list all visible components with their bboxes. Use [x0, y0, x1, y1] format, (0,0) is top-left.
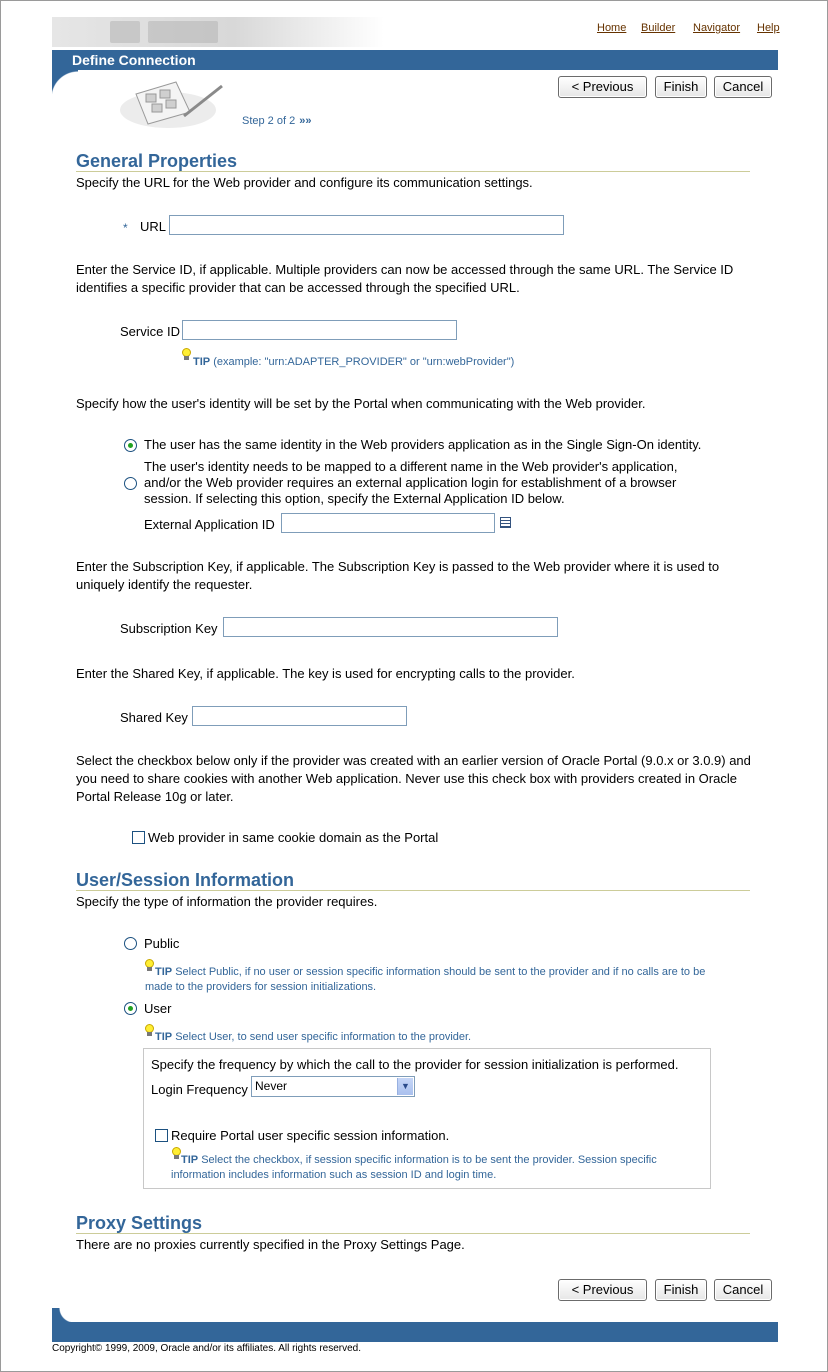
builder-link[interactable]: Builder — [641, 22, 676, 34]
user-tip-text: Select User, to send user specific information to the provider. — [175, 1031, 472, 1043]
session-intro: Specify the type of information the provider requires. — [76, 894, 378, 909]
wizard-illustration-icon — [118, 72, 228, 132]
tip-label: TIP — [155, 966, 173, 978]
footer-bar-curve — [52, 1308, 74, 1322]
user-session-heading: User/Session Information — [76, 870, 750, 891]
shared-intro: Enter the Shared Key, if applicable. The key is used for encrypting calls to the provider. — [76, 666, 575, 681]
tip-label: TIP — [181, 1154, 199, 1166]
shared-key-label: Shared Key — [120, 710, 188, 725]
home-link[interactable]: Home — [597, 22, 627, 34]
finish-button-bottom[interactable]: Finish — [655, 1279, 707, 1301]
step-text: Step 2 of 2 — [242, 115, 296, 127]
shared-key-input[interactable] — [192, 706, 407, 726]
url-input[interactable] — [169, 215, 564, 235]
identity-mapped-radio[interactable] — [124, 477, 137, 490]
external-app-label: External Application ID — [144, 517, 275, 532]
service-tip — [193, 355, 514, 370]
cookie-intro: Select the checkbox below only if the provider was created with an earlier version of Oracle Portal (9.0.x or 3.0.9) and you need to share cookies with another Web application. Never use this check box with providers created in Oracle Portal Release 10g or later. — [76, 753, 751, 804]
identity-mapped-label: The user's identity needs to be mapped to a different name in the Web provider's application, and/or the Web provider requires an external application login for establishment of a browser session. If selecting this option, specify the External Application ID below. — [144, 459, 678, 506]
previous-button-top[interactable]: < Previous — [558, 76, 647, 98]
next-step-chevron-icon[interactable]: »» — [299, 115, 312, 127]
title-bar-curve — [52, 70, 78, 98]
step-indicator — [242, 115, 311, 127]
service-id-label: Service ID — [120, 324, 180, 339]
public-radio[interactable] — [124, 937, 137, 950]
previous-button-bottom[interactable]: < Previous — [558, 1279, 647, 1301]
copyright-text: Copyright© 1999, 2009, Oracle and/or its affiliates. All rights reserved. — [52, 1343, 362, 1354]
general-properties-heading: General Properties — [76, 151, 750, 172]
chevron-down-icon[interactable]: ▼ — [397, 1078, 413, 1095]
title-bar — [52, 50, 778, 70]
cancel-button-top[interactable]: Cancel — [714, 76, 772, 98]
subscription-key-input[interactable] — [223, 617, 558, 637]
finish-button-top[interactable]: Finish — [655, 76, 707, 98]
page-title: Define Connection — [72, 52, 196, 68]
require-session-tip — [171, 1153, 671, 1183]
required-asterisk-icon: * — [123, 221, 128, 235]
identity-sso-radio[interactable] — [124, 439, 137, 452]
user-label: User — [144, 1001, 172, 1016]
identity-sso-label: The user has the same identity in the Web providers application as in the Single Sign-On identity. — [144, 437, 702, 452]
navigator-link[interactable]: Navigator — [693, 22, 741, 34]
require-session-label: Require Portal user specific session information. — [171, 1128, 450, 1143]
tip-label: TIP — [193, 356, 211, 368]
require-session-tip-text: Select the checkbox, if session specific information is to be sent the provider. Session specific information includes information such as session ID and login time. — [171, 1154, 657, 1181]
cancel-button-bottom[interactable]: Cancel — [714, 1279, 772, 1301]
tip-label: TIP — [155, 1031, 173, 1043]
subscription-intro: Enter the Subscription Key, if applicable. The Subscription Key is passed to the Web provider where it is used to uniquely identify the requester. — [76, 559, 720, 592]
login-frequency-label: Login Frequency — [151, 1082, 248, 1097]
url-label: URL — [140, 219, 167, 234]
oracle-logo-banner — [52, 17, 384, 47]
login-frequency-value: Never — [255, 1079, 288, 1093]
service-tip-text: (example: "urn:ADAPTER_PROVIDER" or "urn:webProvider") — [213, 356, 515, 368]
help-link[interactable]: Help — [757, 22, 780, 34]
proxy-text: There are no proxies currently specified in the Proxy Settings Page. — [76, 1237, 465, 1252]
identity-intro: Specify how the user's identity will be set by the Portal when communicating with the Web provider. — [76, 396, 646, 411]
user-radio[interactable] — [124, 1002, 137, 1015]
tip-bulb-icon — [182, 348, 191, 359]
external-app-input[interactable] — [281, 513, 495, 533]
logo-glyph-1 — [110, 21, 140, 43]
footer-bar — [52, 1322, 778, 1342]
public-tip — [145, 965, 725, 995]
list-of-values-icon[interactable] — [500, 517, 511, 528]
frequency-intro: Specify the frequency by which the call to the provider for session initialization is performed. — [151, 1057, 679, 1072]
proxy-settings-heading: Proxy Settings — [76, 1213, 750, 1234]
cookie-domain-label: Web provider in same cookie domain as the Portal — [148, 830, 439, 845]
user-tip — [145, 1030, 471, 1045]
general-intro: Specify the URL for the Web provider and configure its communication settings. — [76, 175, 533, 190]
logo-glyph-2 — [148, 21, 218, 43]
require-session-checkbox[interactable] — [155, 1129, 168, 1142]
login-frequency-select[interactable] — [251, 1076, 415, 1097]
service-intro: Enter the Service ID, if applicable. Multiple providers can now be accessed through the same URL. The Service ID identifies a specific provider that can be accessed through the specified URL. — [76, 262, 734, 295]
cookie-domain-checkbox[interactable] — [132, 831, 145, 844]
public-tip-text: Select Public, if no user or session specific information should be sent to the provider and if no calls are to be made to the providers for session initializations. — [145, 966, 706, 993]
service-id-input[interactable] — [182, 320, 457, 340]
subscription-key-label: Subscription Key — [120, 621, 218, 636]
public-label: Public — [144, 936, 180, 951]
